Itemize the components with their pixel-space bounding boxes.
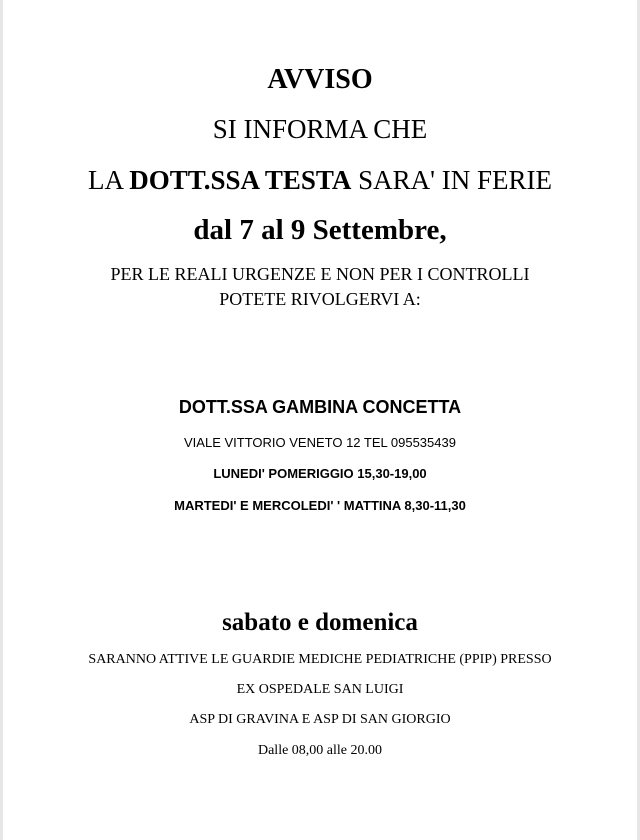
weekend-line-2: EX OSPEDALE SAN LUIGI	[236, 682, 404, 697]
substitute-hours-monday: LUNEDI' POMERIGGIO 15,30-19,00	[213, 466, 427, 481]
weekend-hours: Dalle 08,00 alle 20.00	[257, 743, 383, 758]
substitute-hours-tue-wed: MARTEDI' E MERCOLEDI' ' MATTINA 8,30-11,30	[174, 498, 466, 513]
substitute-doctor-name: DOTT.SSA GAMBINA CONCETTA	[178, 397, 462, 417]
weekend-heading: sabato e domenica	[222, 609, 418, 636]
doctor-prefix: LA	[87, 165, 130, 195]
doctor-name: DOTT.SSA TESTA	[129, 165, 352, 195]
urgent-line-2: POTETE RIVOLGERVI A:	[219, 289, 421, 309]
weekend-line-3: ASP DI GRAVINA E ASP DI SAN GIORGIO	[189, 712, 451, 727]
doctor-suffix: SARA' IN FERIE	[351, 165, 552, 195]
notice-title: AVVISO	[267, 64, 373, 95]
vacation-dates: dal 7 al 9 Settembre,	[193, 214, 447, 246]
substitute-address: VIALE VITTORIO VENETO 12 TEL 095535439	[184, 435, 456, 450]
doctor-vacation-line	[0, 165, 640, 196]
inform-line: SI INFORMA CHE	[212, 114, 428, 144]
weekend-line-1: SARANNO ATTIVE LE GUARDIE MEDICHE PEDIATRICHE (PPIP) PRESSO	[88, 652, 552, 667]
urgent-line-1: PER LE REALI URGENZE E NON PER I CONTROLLI	[110, 264, 530, 284]
